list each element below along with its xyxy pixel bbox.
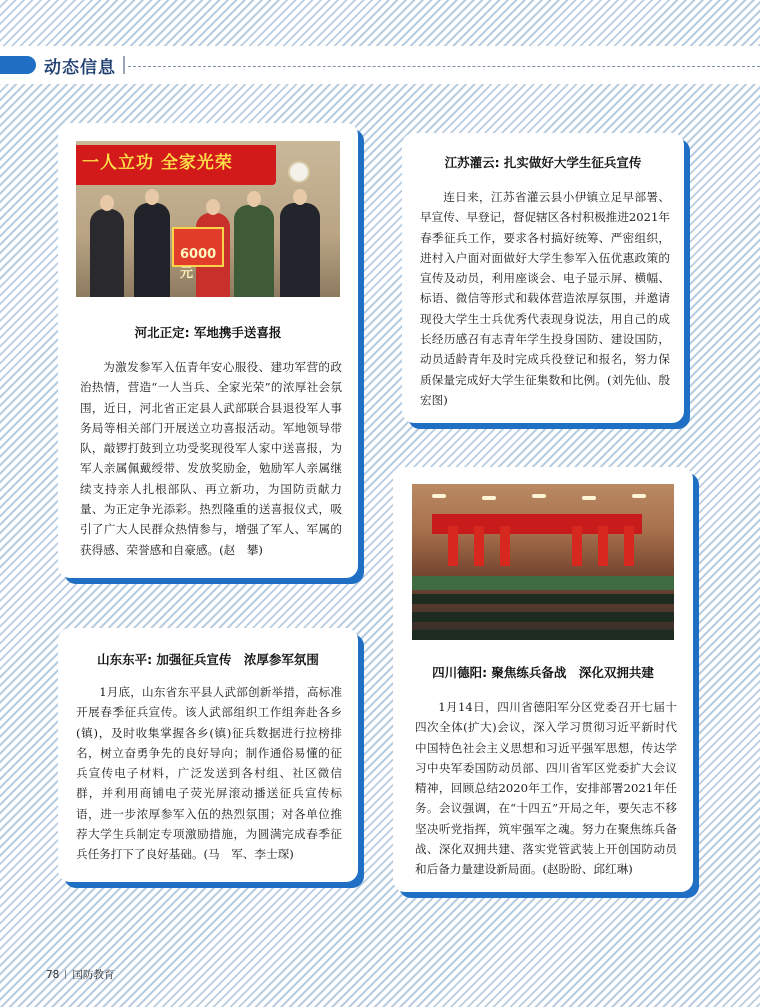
article-body: 为激发参军入伍青年安心服役、建功军营的政治热情，营造“一人当兵、全家光荣”的浓厚社会氛围，近日，河北省正定县人武部联合县退役军人事务局等相关部门开展送立功喜报活动。军地领导带队，敲锣打鼓到立功受奖现役军人家中送喜报，为军人亲属佩戴绶带、发放奖励金，勉励军人亲属继续支持亲人扎根部队、再立新功，为国防贡献力量、为正定争光添彩。热烈隆重的送喜报仪式，吸引了广大人民群众热情参与，增强了军人、军属的获得感、荣誉感和自豪感。(赵 攀) <box>80 360 342 557</box>
article-title: 山东东平: 加强征兵宣传 浓厚参军氛围 <box>97 652 319 667</box>
wall-clock-icon <box>288 161 310 183</box>
article-photo-meeting <box>412 484 674 640</box>
header-dashed-line <box>128 66 760 67</box>
footer-divider <box>65 970 66 979</box>
publication-name: 国防教育 <box>72 969 115 981</box>
article-card-jiangsu <box>402 133 684 423</box>
article-title: 四川德阳: 聚焦练兵备战 深化双拥共建 <box>432 665 654 680</box>
page-footer <box>46 967 114 982</box>
page-number: 78 <box>46 969 60 981</box>
meeting-banner <box>432 514 642 534</box>
header-divider <box>123 56 125 74</box>
article-body: 连日来，江苏省灌云县小伊镇立足早部署、早宣传、早登记，督促辖区各村积极推进2021年春季征兵工作，要求各村搞好统筹、严密组织，进村入户面对面做好大学生参军入伍优惠政策的宣传及动员，利用座谈会、电子显示屏、横幅、标语、微信等形式和载体营造浓厚氛围，并邀请现役大学生士兵优秀代表现身说法，用自己的成长经历感召有志青年学生投身国防、建设国防，动员适龄青年及时完成兵役登记和报名，努力保质保量完成好大学生征集数和比例。(刘先仙、殷宏图) <box>420 190 670 407</box>
photo-red-banner <box>76 145 276 185</box>
article-title: 江苏灌云: 扎实做好大学生征兵宣传 <box>444 155 642 170</box>
photo-banner-text: 一人立功 全家光荣 <box>82 153 233 173</box>
award-plaque-amount: 6000元 <box>180 247 217 281</box>
section-title: 动态信息 <box>44 58 116 78</box>
award-plaque <box>172 227 224 281</box>
article-title: 河北正定: 军地携手送喜报 <box>134 325 282 340</box>
article-photo-award-ceremony <box>76 141 340 297</box>
article-body: 1月底，山东省东平县人武部创新举措，高标准开展春季征兵宣传。该人武部组织工作组奔赴各乡(镇)，及时收集掌握各乡(镇)征兵数据进行拉榜排名，树立奋勇争先的良好导向；制作通俗易懂的征兵宣传电子材料，广泛发送到各村组、社区微信群，并利用商铺电子荧光屏滚动播送征兵宣传标语，进一步浓厚参军入伍的热烈氛围；对各单位推荐大学生兵制定专项激励措施，为圆满完成春季征兵任务打下了良好基础。(马 军、李士琛) <box>76 685 342 862</box>
article-card-sichuan <box>393 467 693 892</box>
article-card-hebei <box>58 123 358 578</box>
article-body: 1月14日，四川省德阳军分区党委召开七届十四次全体(扩大)会议，深入学习贯彻习近平新时代中国特色社会主义思想和习近平强军思想，传达学习中央军委国防动员部、四川省军区党委扩大会议精神，回顾总结2020年工作，安排部署2021年任务。会议强调，在“十四五”开局之年，要矢志不移坚决听党指挥，筑牢强军之魂。努力在聚焦练兵备战、深化双拥共建、落实党管武装上开创国防动员和后备力量建设新局面。(赵盼盼、邱红琳) <box>415 700 677 877</box>
article-card-shandong <box>58 628 358 882</box>
section-tab-marker <box>0 56 36 74</box>
